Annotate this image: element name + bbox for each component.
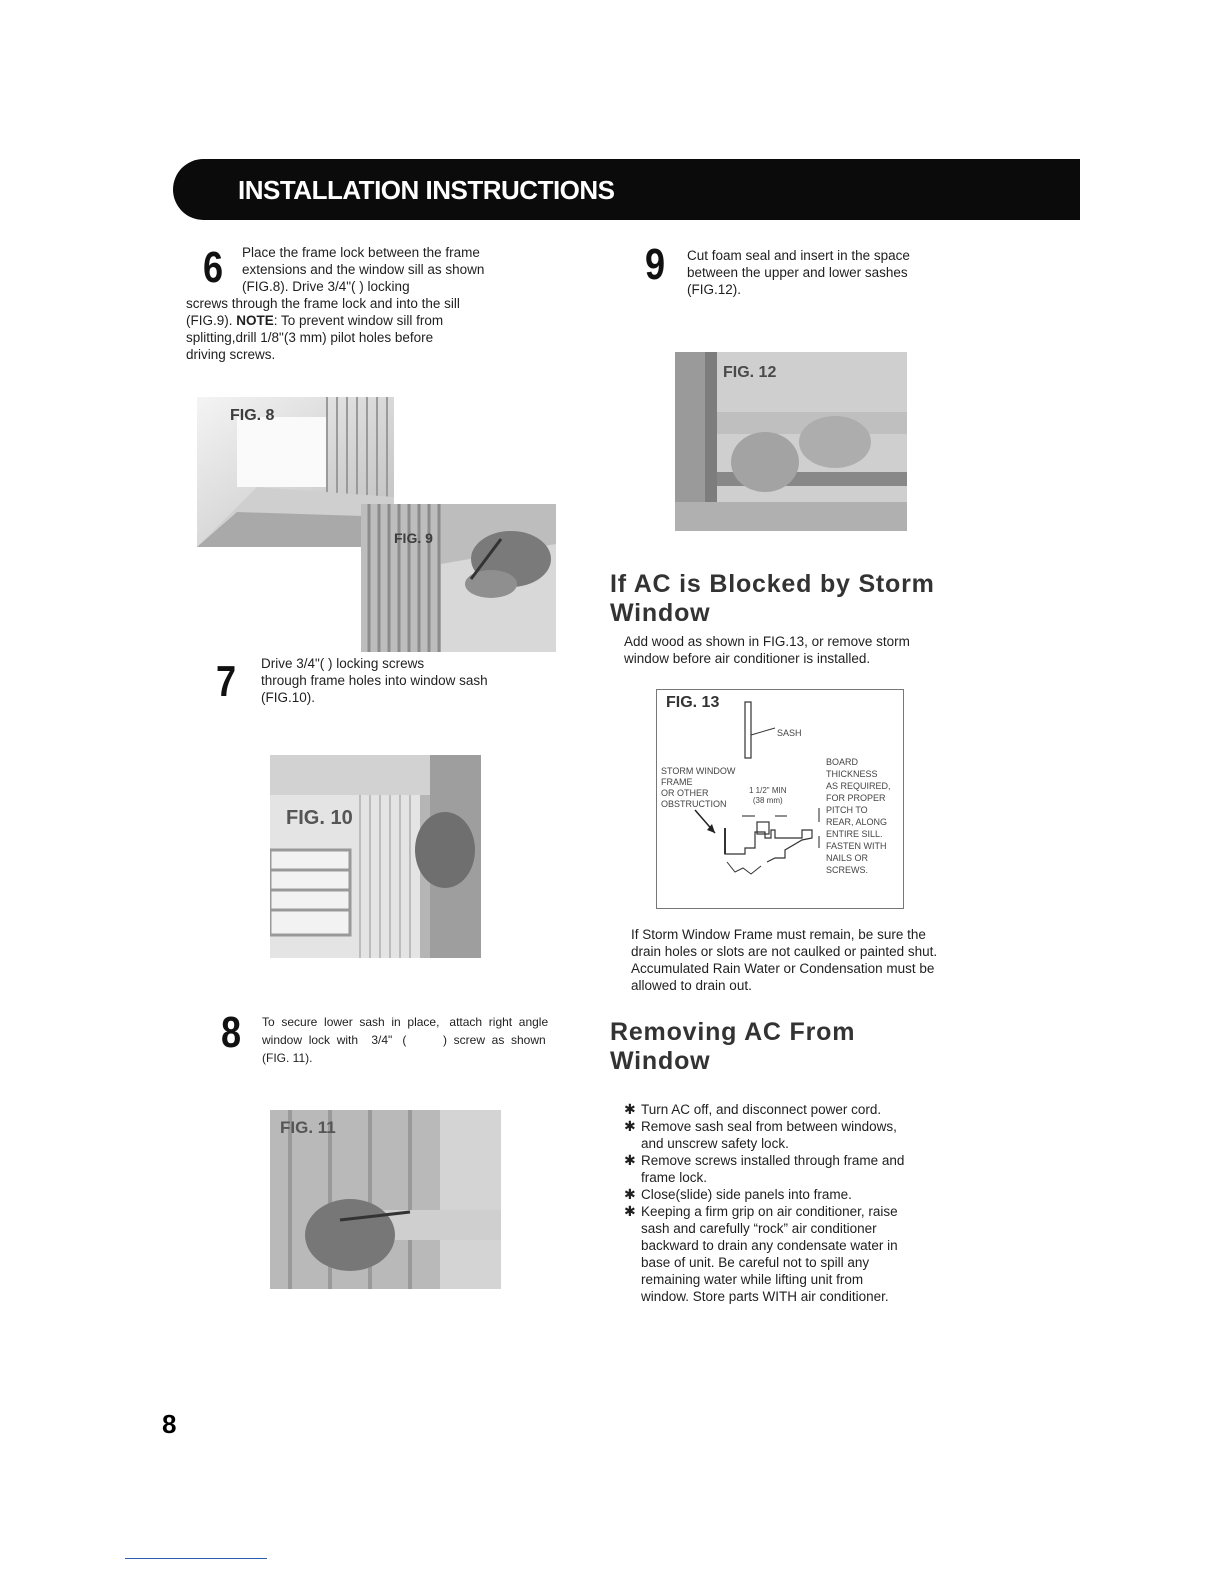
page-title: INSTALLATION INSTRUCTIONS (238, 175, 615, 205)
step-8-line: (FIG. 11). (262, 1051, 313, 1065)
list-item (624, 1203, 924, 1305)
step-6-line: extensions and the window sill as shown (242, 262, 485, 277)
storm-frame-label-line: OR OTHER (661, 788, 709, 798)
note-label: NOTE (236, 313, 274, 328)
fig-10-label: FIG. 10 (286, 807, 353, 829)
step-7-line: through frame holes into window sash (261, 673, 488, 688)
step-7-line: (FIG.10). (261, 690, 316, 705)
step-6-note-line (186, 312, 484, 329)
board-label-line: PITCH TO (826, 805, 868, 815)
board-label-line: BOARD (826, 757, 859, 767)
asterisk-icon: ✱ (624, 1101, 636, 1117)
fig-9-photo (361, 504, 556, 652)
board-label-line: SCREWS. (826, 865, 869, 875)
removal-steps-list (624, 1101, 924, 1305)
storm-note-line: drain holes or slots are not caulked or painted shut. (631, 944, 938, 959)
storm-heading-line: If AC is Blocked by Storm (610, 570, 935, 598)
step-8-line: To secure lower sash in place, attach right angle (262, 1015, 549, 1029)
storm-frame-label-line: FRAME (661, 777, 693, 787)
fig-13-label: FIG. 13 (666, 694, 720, 711)
list-item-line: base of unit. Be careful not to spill any (641, 1255, 870, 1270)
storm-line: Add wood as shown in FIG.13, or remove storm (624, 634, 910, 649)
step-8-text (262, 1013, 548, 1067)
step-7-line: Drive 3/4"( ) locking screws (261, 656, 425, 671)
fig-11-photo (270, 1110, 501, 1289)
storm-note-line: allowed to drain out. (631, 978, 752, 993)
asterisk-icon: ✱ (624, 1152, 636, 1168)
storm-frame-label-line: STORM WINDOW (661, 766, 736, 776)
asterisk-icon: ✱ (624, 1118, 636, 1134)
list-item-line: Turn AC off, and disconnect power cord. (641, 1102, 882, 1117)
storm-line: window before air conditioner is installed. (624, 651, 871, 666)
step-8-line: window lock with 3/4" ( ) screw as shown (262, 1033, 546, 1047)
step-number-7: 7 (216, 657, 237, 706)
step-6-line: driving screws. (186, 347, 276, 362)
list-item-line: Close(slide) side panels into frame. (641, 1187, 852, 1202)
list-item-line: backward to drain any condensate water in (641, 1238, 898, 1253)
step-9-line: (FIG.12). (687, 282, 742, 297)
board-label-line: FOR PROPER (826, 793, 886, 803)
list-item (624, 1118, 924, 1152)
list-item-line: frame lock. (641, 1170, 708, 1185)
list-item (624, 1101, 924, 1118)
storm-frame-label (661, 766, 735, 810)
removing-ac-heading (610, 1018, 855, 1076)
board-label-line: REAR, ALONG (826, 817, 888, 827)
step-6-note-suffix: : To prevent window sill from (273, 313, 444, 328)
list-item-line: Remove sash seal from between windows, (641, 1119, 897, 1134)
list-item-line: sash and carefully “rock” air conditioner (641, 1221, 877, 1236)
storm-heading-line: Window (610, 599, 711, 627)
step-7-text (261, 655, 488, 706)
board-label-line: THICKNESS (826, 769, 878, 779)
board-label-line: FASTEN WITH (826, 841, 887, 851)
fig-8-label: FIG. 8 (230, 407, 275, 424)
storm-note-line: Accumulated Rain Water or Condensation must be (631, 961, 935, 976)
fig-10-photo (270, 755, 481, 958)
list-item-line: remaining water while lifting unit from (641, 1272, 864, 1287)
board-label-line: AS REQUIRED, (826, 781, 891, 791)
asterisk-icon: ✱ (624, 1203, 636, 1219)
fig-9-label: FIG. 9 (394, 530, 433, 546)
sash-label: SASH (777, 728, 802, 738)
board-thickness-label (826, 756, 891, 876)
storm-window-heading (610, 570, 935, 628)
step-6-line: screws through the frame lock and into the sill (186, 296, 460, 311)
list-item-line: and unscrew safety lock. (641, 1136, 789, 1151)
list-item-line: window. Store parts WITH air conditioner. (641, 1289, 889, 1304)
step-6-line: (FIG.8). Drive 3/4"( ) locking (242, 279, 410, 294)
min-distance-line: 1 1/2" MIN (749, 786, 787, 795)
removing-heading-line: Window (610, 1047, 711, 1075)
footer-divider (125, 1558, 267, 1559)
step-6-note-prefix: (FIG.9). (186, 313, 237, 328)
step-number-9: 9 (645, 240, 666, 289)
step-number-8: 8 (221, 1008, 242, 1057)
board-label-line: NAILS OR (826, 853, 869, 863)
step-9-line: between the upper and lower sashes (687, 265, 908, 280)
header-bar (173, 159, 1080, 220)
step-9-text (687, 247, 910, 298)
step-9-line: Cut foam seal and insert in the space (687, 248, 910, 263)
step-6-line: Place the frame lock between the frame (242, 245, 480, 260)
page-number: 8 (162, 1409, 177, 1439)
storm-note-line: If Storm Window Frame must remain, be sure the (631, 927, 926, 942)
list-item (624, 1152, 924, 1186)
step-6-text (186, 244, 484, 363)
board-label-line: ENTIRE SILL. (826, 829, 883, 839)
storm-frame-label-line: OBSTRUCTION (661, 799, 727, 809)
min-distance-label (749, 786, 787, 806)
min-distance-line: (38 mm) (752, 796, 783, 805)
fig-11-label: FIG. 11 (280, 1118, 336, 1137)
step-6-line: splitting,drill 1/8"(3 mm) pilot holes before (186, 330, 434, 345)
list-item-line: Keeping a firm grip on air conditioner, raise (641, 1204, 898, 1219)
storm-window-text (624, 633, 910, 667)
storm-frame-note (631, 926, 937, 994)
fig-12-label: FIG. 12 (723, 364, 777, 381)
removing-heading-line: Removing AC From (610, 1018, 856, 1046)
step-number-6: 6 (203, 243, 224, 292)
fig-13-diagram (656, 689, 904, 909)
fig-12-photo (675, 352, 907, 531)
list-item-line: Remove screws installed through frame and (641, 1153, 905, 1168)
asterisk-icon: ✱ (624, 1186, 636, 1202)
list-item (624, 1186, 924, 1203)
